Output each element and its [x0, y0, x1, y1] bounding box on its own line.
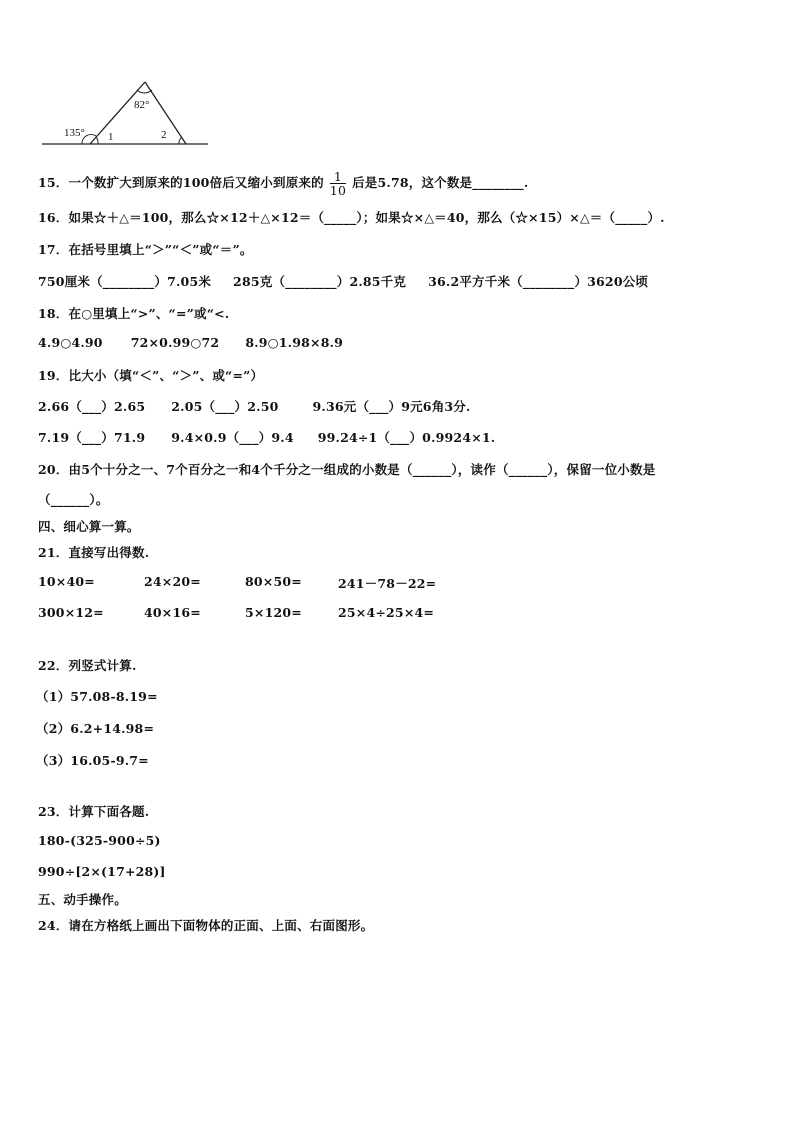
angle-top-label: 82°	[134, 99, 150, 111]
q19-item: 99.24÷1（___）0.9924×1.	[317, 430, 496, 445]
q17-item: 750厘米（________）7.05米	[38, 274, 212, 289]
q18-item: 72×0.99○72	[130, 335, 220, 350]
fraction-denominator: 10	[329, 183, 347, 198]
q19-item: 2.05（___）2.50	[171, 399, 279, 414]
fraction-numerator: 1	[330, 170, 346, 184]
question-17-title: 17．在括号里填上“＞”“＜”或“＝”。	[38, 242, 253, 257]
q21-item: 25×4÷25×4=	[338, 605, 435, 620]
q17-item: 285克（________）2.85千克	[233, 274, 407, 289]
question-20-line-1: 20．由5个十分之一、7个百分之一和4个千分之一组成的小数是（______），读作（______），保留一位小数是	[38, 462, 656, 477]
question-15-text-a: 15．一个数扩大到原来的100倍后又缩小到原来的	[38, 175, 324, 190]
fraction-one-tenth	[330, 170, 346, 197]
q23-item: 990÷[2×(17+28)]	[38, 864, 166, 879]
q23-item: 180-(325-900÷5)	[38, 833, 161, 848]
q21-item: 40×16=	[144, 605, 201, 620]
q21-item: 10×40=	[38, 574, 95, 589]
q19-item: 9.36元（___）9元6角3分.	[312, 399, 471, 414]
q22-item: （3）16.05-9.7=	[36, 753, 149, 768]
angle-2-label: 2	[161, 129, 167, 141]
section-4-heading: 四、细心算一算。	[38, 519, 140, 534]
question-18-items	[38, 335, 343, 350]
q19-item: 2.66（___）2.65	[38, 399, 146, 414]
question-21-title: 21．直接写出得数.	[38, 545, 150, 560]
question-24: 24．请在方格纸上画出下面物体的正面、上面、右面图形。	[38, 918, 374, 933]
angle-exterior-label: 135°	[64, 127, 85, 139]
q19-item: 9.4×0.9（___）9.4	[171, 430, 294, 445]
question-23-title: 23．计算下面各题.	[38, 804, 150, 819]
q18-item: 8.9○1.98×8.9	[245, 335, 344, 350]
q21-item: 241－78－22=	[338, 576, 437, 591]
question-17-items	[38, 272, 648, 290]
question-15	[38, 170, 528, 197]
question-15-text-b: 后是5.78，这个数是________.	[352, 175, 529, 190]
question-20-line-2: （______）。	[38, 492, 109, 507]
triangle-figure	[36, 78, 216, 158]
question-19-row-1	[38, 397, 471, 415]
q21-item: 300×12=	[38, 605, 104, 620]
q22-item: （2）6.2+14.98=	[36, 721, 155, 736]
q22-item: （1）57.08-8.19=	[36, 689, 158, 704]
question-18-title: 18．在○里填上“>”、“=”或“<.	[38, 306, 230, 321]
q17-item: 36.2平方千米（________）3620公顷	[428, 274, 649, 289]
q19-item: 7.19（___）71.9	[38, 430, 146, 445]
question-19-row-2	[38, 428, 495, 446]
q21-item: 5×120=	[245, 605, 302, 620]
question-16: 16．如果☆＋△＝100，那么☆×12＋△×12＝（_____）；如果☆×△＝40，那么（☆×15）×△＝（_____）.	[38, 210, 665, 225]
angle-1-label: 1	[108, 131, 114, 143]
q21-item: 80×50=	[245, 574, 302, 589]
section-5-heading: 五、动手操作。	[38, 892, 127, 907]
question-22-title: 22．列竖式计算.	[38, 658, 137, 673]
q21-item: 24×20=	[144, 574, 201, 589]
q18-item: 4.9○4.90	[38, 335, 103, 350]
question-19-title: 19．比大小（填“＜”、“＞”、或“=”）	[38, 368, 264, 383]
